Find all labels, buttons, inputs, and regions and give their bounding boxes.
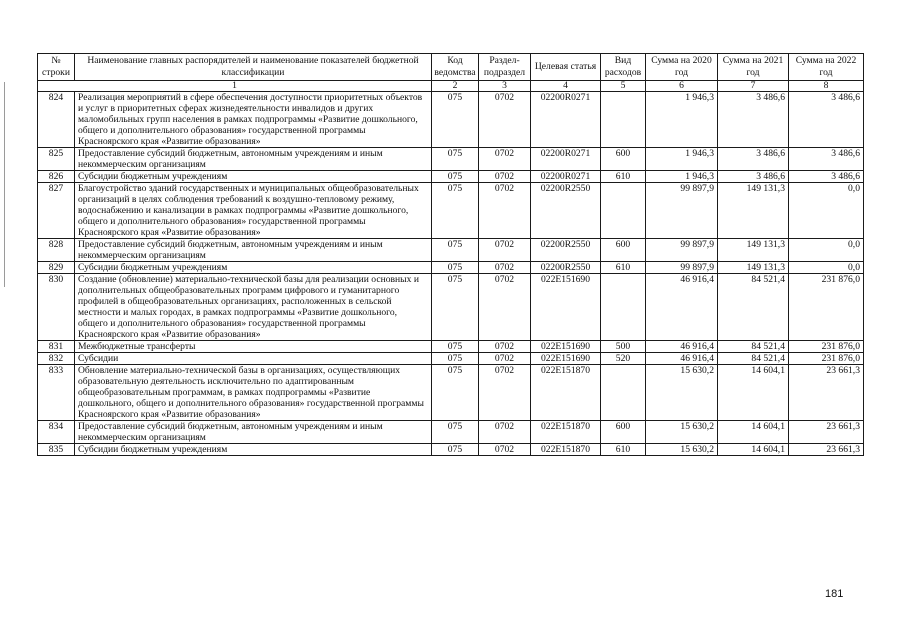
header-name: Наименование главных распорядителей и наименование показателей бюджетной классификации	[75, 54, 432, 81]
column-number: 8	[789, 81, 864, 92]
row-number: 824	[38, 92, 75, 148]
dept-code: 075	[432, 365, 479, 421]
sum-2021: 84 521,4	[718, 341, 789, 353]
dept-code: 075	[432, 444, 479, 456]
target-item: 022E151870	[531, 444, 601, 456]
target-item: 022E151690	[531, 353, 601, 365]
sum-2022: 0,0	[789, 239, 864, 262]
expense-type	[601, 274, 646, 341]
header-row-number: № строки	[38, 54, 75, 81]
row-number: 827	[38, 183, 75, 239]
target-item: 02200R2550	[531, 239, 601, 262]
target-item: 022E151690	[531, 341, 601, 353]
sum-2022: 23 661,3	[789, 444, 864, 456]
row-name: Предоставление субсидий бюджетным, автономным учреждениям и иным некоммерческим организациям	[75, 421, 432, 444]
section-code: 0702	[479, 274, 531, 341]
header-sum-2020: Сумма на 2020 год	[646, 54, 718, 81]
sum-2020: 99 897,9	[646, 183, 718, 239]
row-number: 826	[38, 171, 75, 183]
sum-2022: 3 486,6	[789, 171, 864, 183]
sum-2022: 3 486,6	[789, 148, 864, 171]
dept-code: 075	[432, 148, 479, 171]
target-item: 02200R2550	[531, 262, 601, 274]
header-section: Раздел-подраздел	[479, 54, 531, 81]
target-item: 02200R0271	[531, 148, 601, 171]
table-row	[38, 148, 864, 171]
header-sum-2021: Сумма на 2021 год	[718, 54, 789, 81]
dept-code: 075	[432, 92, 479, 148]
row-name: Предоставление субсидий бюджетным, автономным учреждениям и иным некоммерческим организациям	[75, 148, 432, 171]
sum-2021: 14 604,1	[718, 444, 789, 456]
column-number: 5	[601, 81, 646, 92]
row-number: 828	[38, 239, 75, 262]
row-number: 830	[38, 274, 75, 341]
row-number: 835	[38, 444, 75, 456]
section-code: 0702	[479, 421, 531, 444]
expense-type	[601, 183, 646, 239]
sum-2022: 23 661,3	[789, 421, 864, 444]
row-number: 829	[38, 262, 75, 274]
expense-type	[601, 92, 646, 148]
page-number: 181	[825, 588, 844, 600]
sum-2020: 1 946,3	[646, 171, 718, 183]
sum-2021: 14 604,1	[718, 421, 789, 444]
column-number: 6	[646, 81, 718, 92]
sum-2022: 231 876,0	[789, 341, 864, 353]
dept-code: 075	[432, 183, 479, 239]
target-item: 02200R0271	[531, 92, 601, 148]
table-row	[38, 183, 864, 239]
row-name: Межбюджетные трансферты	[75, 341, 432, 353]
table-row	[38, 239, 864, 262]
row-number: 834	[38, 421, 75, 444]
target-item: 022E151870	[531, 365, 601, 421]
target-item: 02200R2550	[531, 183, 601, 239]
sum-2020: 15 630,2	[646, 421, 718, 444]
section-code: 0702	[479, 148, 531, 171]
sum-2020: 1 946,3	[646, 92, 718, 148]
table-row	[38, 421, 864, 444]
table-row	[38, 262, 864, 274]
header-sum-2022: Сумма на 2022 год	[789, 54, 864, 81]
column-number: 3	[479, 81, 531, 92]
sum-2021: 149 131,3	[718, 262, 789, 274]
row-name: Реализация мероприятий в сфере обеспечения доступности приоритетных объектов и услуг в приоритетных сферах жизнедеятельности инвалидов и других маломобильных групп населения в рамках подпрограммы «Развитие дошкольного, общего и дополнительного образования» государственной программы Красноярского края «Развитие образования»	[75, 92, 432, 148]
section-code: 0702	[479, 183, 531, 239]
row-name: Благоустройство зданий государственных и муниципальных общеобразовательных организаций в целях соблюдения требований к воздушно-тепловому режиму, водоснабжению и канализации в рамках подпрограммы «Развитие дошкольного, общего и дополнительного образования» государственной программы Красноярского края «Развитие образования»	[75, 183, 432, 239]
expense-type: 500	[601, 341, 646, 353]
row-number: 825	[38, 148, 75, 171]
sum-2022: 0,0	[789, 262, 864, 274]
expense-type: 600	[601, 239, 646, 262]
sum-2020: 46 916,4	[646, 274, 718, 341]
sum-2020: 46 916,4	[646, 353, 718, 365]
section-code: 0702	[479, 171, 531, 183]
dept-code: 075	[432, 353, 479, 365]
sum-2020: 99 897,9	[646, 262, 718, 274]
sum-2021: 84 521,4	[718, 353, 789, 365]
row-number: 833	[38, 365, 75, 421]
row-number: 831	[38, 341, 75, 353]
scan-edge-line	[4, 82, 5, 287]
table-row	[38, 444, 864, 456]
row-name: Обновление материально-технической базы в организациях, осуществляющих образовательную деятельность исключительно по адаптированным общеобразовательным программам, в рамках подпрограммы «Развитие дошкольного, общего и дополнительного образования» государственной программы Красноярского края «Развитие образования»	[75, 365, 432, 421]
sum-2021: 84 521,4	[718, 274, 789, 341]
expense-type: 600	[601, 148, 646, 171]
sum-2020: 1 946,3	[646, 148, 718, 171]
dept-code: 075	[432, 171, 479, 183]
dept-code: 075	[432, 274, 479, 341]
dept-code: 075	[432, 341, 479, 353]
section-code: 0702	[479, 92, 531, 148]
table-row	[38, 353, 864, 365]
section-code: 0702	[479, 239, 531, 262]
sum-2020: 15 630,2	[646, 365, 718, 421]
dept-code: 075	[432, 262, 479, 274]
column-number: 1	[38, 81, 432, 92]
expense-type	[601, 365, 646, 421]
row-name: Создание (обновление) материально-технической базы для реализации основных и дополнительных общеобразовательных программ цифрового и гуманитарного профилей в общеобразовательных организациях, расположенных в сельской местности и малых городах, в рамках подпрограммы «Развитие дошкольного, общего и дополнительного образования» государственной программы Красноярского края «Развитие образования»	[75, 274, 432, 341]
table-row	[38, 341, 864, 353]
sum-2021: 3 486,6	[718, 171, 789, 183]
expense-type: 610	[601, 262, 646, 274]
row-name: Субсидии бюджетным учреждениям	[75, 171, 432, 183]
sum-2022: 231 876,0	[789, 274, 864, 341]
column-number: 7	[718, 81, 789, 92]
sum-2022: 0,0	[789, 183, 864, 239]
sum-2021: 149 131,3	[718, 239, 789, 262]
dept-code: 075	[432, 239, 479, 262]
row-name: Субсидии бюджетным учреждениям	[75, 444, 432, 456]
sum-2020: 15 630,2	[646, 444, 718, 456]
row-name: Субсидии бюджетным учреждениям	[75, 262, 432, 274]
column-number: 4	[531, 81, 601, 92]
sum-2021: 14 604,1	[718, 365, 789, 421]
header-expense-type: Вид расходов	[601, 54, 646, 81]
table-row	[38, 171, 864, 183]
expense-type: 610	[601, 444, 646, 456]
sum-2020: 99 897,9	[646, 239, 718, 262]
sum-2022: 231 876,0	[789, 353, 864, 365]
target-item: 022E151870	[531, 421, 601, 444]
header-dept-code: Код ведомства	[432, 54, 479, 81]
section-code: 0702	[479, 444, 531, 456]
sum-2022: 3 486,6	[789, 92, 864, 148]
header-target-item: Целевая статья	[531, 54, 601, 81]
sum-2020: 46 916,4	[646, 341, 718, 353]
budget-table	[37, 53, 864, 456]
sum-2021: 149 131,3	[718, 183, 789, 239]
sum-2021: 3 486,6	[718, 92, 789, 148]
section-code: 0702	[479, 262, 531, 274]
expense-type: 520	[601, 353, 646, 365]
dept-code: 075	[432, 421, 479, 444]
target-item: 02200R0271	[531, 171, 601, 183]
section-code: 0702	[479, 341, 531, 353]
table-row	[38, 92, 864, 148]
section-code: 0702	[479, 353, 531, 365]
expense-type: 600	[601, 421, 646, 444]
row-name: Субсидии	[75, 353, 432, 365]
column-number: 2	[432, 81, 479, 92]
section-code: 0702	[479, 365, 531, 421]
row-number: 832	[38, 353, 75, 365]
expense-type: 610	[601, 171, 646, 183]
header-row	[38, 54, 864, 81]
column-number-row	[38, 81, 864, 92]
sum-2022: 23 661,3	[789, 365, 864, 421]
target-item: 022E151690	[531, 274, 601, 341]
row-name: Предоставление субсидий бюджетным, автономным учреждениям и иным некоммерческим организациям	[75, 239, 432, 262]
sum-2021: 3 486,6	[718, 148, 789, 171]
table-row	[38, 274, 864, 341]
table-row	[38, 365, 864, 421]
